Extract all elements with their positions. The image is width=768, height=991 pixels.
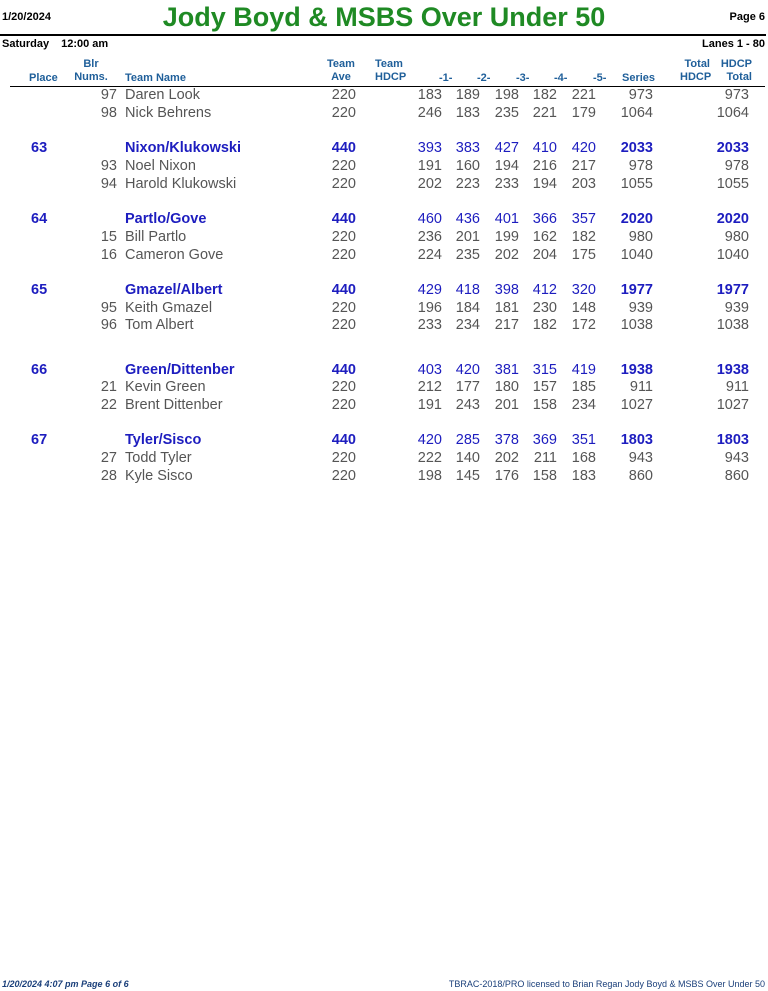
game-2-score: 436 (455, 211, 480, 227)
game-1-score: 191 (417, 397, 442, 413)
col-team-ave-line1: Team (327, 58, 355, 70)
hdcp-total: 1938 (716, 362, 749, 378)
series-total: 1038 (620, 317, 653, 333)
hdcp-total: 1064 (716, 105, 749, 121)
game-2-score: 243 (455, 397, 480, 413)
game-3-score: 427 (494, 140, 519, 156)
game-3-score: 202 (494, 450, 519, 466)
bowler-average: 220 (331, 247, 356, 263)
bowler-average: 220 (331, 229, 356, 245)
col-team-ave (324, 58, 358, 84)
bowler-number: 27 (100, 450, 117, 466)
session-info (2, 38, 108, 50)
game-2-score: 160 (455, 158, 480, 174)
game-5-score: 185 (571, 379, 596, 395)
game-2-score: 383 (455, 140, 480, 156)
bowler-name: Nick Behrens (125, 105, 212, 121)
bowler-row (0, 176, 768, 194)
bowler-number: 94 (100, 176, 117, 192)
game-5-score: 203 (571, 176, 596, 192)
game-2-score: 418 (455, 282, 480, 298)
bowler-name: Brent Dittenber (125, 397, 223, 413)
game-4-score: 157 (532, 379, 557, 395)
bowler-name: Tom Albert (125, 317, 194, 333)
game-4-score: 412 (532, 282, 557, 298)
col-blr-line2: Nums. (74, 71, 108, 83)
game-1-score: 196 (417, 300, 442, 316)
game-1-score: 183 (417, 87, 442, 103)
col-total-hdcp-line2: HDCP (680, 71, 712, 83)
col-hdcp-total (720, 58, 752, 84)
report-title: Jody Boyd & MSBS Over Under 50 (162, 2, 606, 32)
game-4-score: 410 (532, 140, 557, 156)
game-3-score: 176 (494, 468, 519, 484)
game-4-score: 211 (533, 450, 557, 466)
bowler-number: 95 (100, 300, 117, 316)
bowler-number: 16 (100, 247, 117, 263)
series-total: 978 (628, 158, 653, 174)
col-team-name: Team Name (125, 72, 186, 84)
game-4-score: 182 (532, 87, 557, 103)
game-3-score: 401 (494, 211, 519, 227)
col-blr-line1: Blr (83, 58, 99, 70)
hdcp-total: 980 (724, 229, 749, 245)
bowler-average: 220 (331, 300, 356, 316)
team-place: 67 (31, 432, 48, 448)
col-total-hdcp-line1: Total (684, 58, 710, 70)
bowler-row (0, 105, 768, 123)
hdcp-total: 978 (724, 158, 749, 174)
game-2-score: 183 (455, 105, 480, 121)
game-3-score: 201 (494, 397, 519, 413)
game-2-score: 189 (455, 87, 480, 103)
game-5-score: 172 (571, 317, 596, 333)
bowler-number: 97 (100, 87, 117, 103)
game-4-score: 162 (532, 229, 557, 245)
header-divider (0, 34, 766, 36)
game-1-score: 222 (417, 450, 442, 466)
hdcp-total: 1977 (716, 282, 749, 298)
hdcp-total: 2033 (716, 140, 749, 156)
hdcp-total: 2020 (716, 211, 749, 227)
team-row (0, 211, 768, 229)
bowler-name: Cameron Gove (125, 247, 224, 263)
bowler-average: 220 (331, 176, 356, 192)
game-5-score: 179 (571, 105, 596, 121)
game-4-score: 194 (532, 176, 557, 192)
col-total-hdcp (680, 58, 710, 84)
col-place: Place (29, 72, 58, 84)
bowler-row (0, 317, 768, 335)
series-total: 2020 (620, 211, 653, 227)
session-time: 12:00 am (61, 38, 109, 50)
team-row (0, 432, 768, 450)
col-hdcp-total-line2: Total (726, 71, 752, 83)
series-total: 2033 (620, 140, 653, 156)
game-4-score: 230 (532, 300, 557, 316)
bowler-average: 220 (331, 397, 356, 413)
team-average: 440 (331, 362, 356, 378)
game-2-score: 234 (455, 317, 480, 333)
team-row (0, 282, 768, 300)
game-4-score: 204 (532, 247, 557, 263)
game-3-score: 180 (494, 379, 519, 395)
col-team-ave-line2: Ave (331, 71, 351, 83)
game-3-score: 181 (494, 300, 519, 316)
hdcp-total: 943 (724, 450, 749, 466)
col-team-hdcp-line1: Team (375, 58, 403, 70)
team-place: 65 (31, 282, 48, 298)
col-game-1: -1- (439, 72, 453, 84)
game-1-score: 393 (417, 140, 442, 156)
team-average: 440 (331, 282, 356, 298)
col-game-5: -5- (593, 72, 607, 84)
bowler-row (0, 379, 768, 397)
team-name: Partlo/Gove (125, 211, 207, 227)
game-5-score: 217 (571, 158, 596, 174)
game-4-score: 221 (532, 105, 557, 121)
bowler-row (0, 229, 768, 247)
game-5-score: 221 (571, 87, 596, 103)
game-4-score: 158 (532, 468, 557, 484)
game-4-score: 216 (532, 158, 557, 174)
game-2-score: 285 (455, 432, 480, 448)
hdcp-total: 973 (724, 87, 749, 103)
team-place: 66 (31, 362, 48, 378)
hdcp-total: 1055 (716, 176, 749, 192)
game-1-score: 246 (417, 105, 442, 121)
hdcp-total: 1038 (716, 317, 749, 333)
team-average: 440 (331, 211, 356, 227)
bowler-average: 220 (331, 468, 356, 484)
game-5-score: 182 (571, 229, 596, 245)
series-total: 1803 (620, 432, 653, 448)
game-3-score: 194 (494, 158, 519, 174)
game-3-score: 198 (494, 87, 519, 103)
game-1-score: 202 (417, 176, 442, 192)
bowler-average: 220 (331, 158, 356, 174)
team-place: 64 (31, 211, 48, 227)
team-name: Nixon/Klukowski (125, 140, 242, 156)
series-total: 1027 (620, 397, 653, 413)
game-5-score: 148 (571, 300, 596, 316)
game-4-score: 182 (532, 317, 557, 333)
team-average: 440 (331, 432, 356, 448)
game-3-score: 202 (494, 247, 519, 263)
bowler-row (0, 158, 768, 176)
game-1-score: 212 (417, 379, 442, 395)
series-total: 911 (629, 379, 653, 395)
bowler-row (0, 450, 768, 468)
game-1-score: 403 (417, 362, 442, 378)
bowler-number: 22 (100, 397, 117, 413)
team-place: 63 (31, 140, 48, 156)
game-3-score: 398 (494, 282, 519, 298)
game-3-score: 381 (494, 362, 519, 378)
footer-license: TBRAC-2018/PRO licensed to Brian Regan Jody Boyd & MSBS Over Under 50 (448, 979, 765, 989)
series-total: 1055 (620, 176, 653, 192)
team-row (0, 140, 768, 158)
col-game-4: -4- (554, 72, 568, 84)
hdcp-total: 1803 (716, 432, 749, 448)
col-series: Series (622, 72, 656, 84)
bowler-row (0, 87, 768, 105)
hdcp-total: 1040 (716, 247, 749, 263)
hdcp-total: 939 (724, 300, 749, 316)
series-total: 973 (628, 87, 653, 103)
bowler-name: Bill Partlo (125, 229, 187, 245)
game-5-score: 419 (571, 362, 596, 378)
page-number: Page 6 (729, 11, 765, 23)
bowler-average: 220 (331, 317, 356, 333)
bowler-number: 93 (100, 158, 117, 174)
bowler-average: 220 (331, 379, 356, 395)
bowler-name: Noel Nixon (125, 158, 196, 174)
series-total: 1040 (620, 247, 653, 263)
col-game-2: -2- (477, 72, 491, 84)
lanes-info: Lanes 1 - 80 (702, 38, 765, 50)
bowler-name: Kyle Sisco (125, 468, 193, 484)
col-team-hdcp (375, 58, 406, 84)
series-total: 1938 (620, 362, 653, 378)
game-2-score: 235 (455, 247, 480, 263)
bowler-name: Keith Gmazel (125, 300, 213, 316)
game-4-score: 369 (532, 432, 557, 448)
game-1-score: 420 (417, 432, 442, 448)
game-4-score: 158 (532, 397, 557, 413)
col-team-hdcp-line2: HDCP (375, 71, 407, 83)
series-total: 943 (628, 450, 653, 466)
game-3-score: 217 (494, 317, 519, 333)
game-1-score: 429 (417, 282, 442, 298)
game-2-score: 201 (455, 229, 480, 245)
col-hdcp-total-line1: HDCP (720, 58, 752, 70)
series-total: 1064 (620, 105, 653, 121)
game-1-score: 224 (417, 247, 442, 263)
report-date: 1/20/2024 (2, 11, 51, 23)
game-3-score: 378 (494, 432, 519, 448)
game-5-score: 168 (571, 450, 596, 466)
bowler-average: 220 (331, 450, 356, 466)
game-2-score: 145 (455, 468, 480, 484)
bowler-number: 15 (100, 229, 117, 245)
game-5-score: 420 (571, 140, 596, 156)
team-name: Tyler/Sisco (125, 432, 202, 448)
bowler-average: 220 (331, 87, 356, 103)
bowler-row (0, 468, 768, 486)
bowler-row (0, 397, 768, 415)
session-day: Saturday (2, 38, 50, 50)
bowler-number: 28 (100, 468, 117, 484)
bowler-number: 21 (100, 379, 117, 395)
game-3-score: 235 (494, 105, 519, 121)
game-5-score: 183 (571, 468, 596, 484)
game-1-score: 198 (417, 468, 442, 484)
game-3-score: 233 (494, 176, 519, 192)
hdcp-total: 860 (724, 468, 749, 484)
game-2-score: 140 (455, 450, 480, 466)
bowler-name: Daren Look (125, 87, 200, 103)
team-name: Gmazel/Albert (125, 282, 223, 298)
game-1-score: 191 (417, 158, 442, 174)
bowler-number: 98 (100, 105, 117, 121)
bowler-name: Todd Tyler (125, 450, 192, 466)
col-blr-nums (74, 58, 108, 84)
game-2-score: 177 (455, 379, 480, 395)
game-2-score: 420 (455, 362, 480, 378)
game-5-score: 234 (571, 397, 596, 413)
series-total: 1977 (620, 282, 653, 298)
game-4-score: 366 (532, 211, 557, 227)
team-average: 440 (331, 140, 356, 156)
game-5-score: 351 (571, 432, 596, 448)
col-game-3: -3- (516, 72, 530, 84)
hdcp-total: 1027 (716, 397, 749, 413)
bowler-number: 96 (100, 317, 117, 333)
bowler-row (0, 247, 768, 265)
game-2-score: 184 (455, 300, 480, 316)
game-5-score: 320 (571, 282, 596, 298)
game-4-score: 315 (532, 362, 557, 378)
bowler-average: 220 (331, 105, 356, 121)
bowler-name: Harold Klukowski (125, 176, 237, 192)
game-1-score: 460 (417, 211, 442, 227)
bowler-row (0, 300, 768, 318)
game-2-score: 223 (455, 176, 480, 192)
game-5-score: 357 (571, 211, 596, 227)
game-5-score: 175 (571, 247, 596, 263)
bowler-name: Kevin Green (125, 379, 206, 395)
footer-print-info: 1/20/2024 4:07 pm Page 6 of 6 (2, 979, 129, 989)
series-total: 980 (628, 229, 653, 245)
game-1-score: 233 (417, 317, 442, 333)
series-total: 939 (628, 300, 653, 316)
game-3-score: 199 (494, 229, 519, 245)
hdcp-total: 911 (725, 379, 749, 395)
series-total: 860 (628, 468, 653, 484)
team-name: Green/Dittenber (125, 362, 235, 378)
team-row (0, 362, 768, 380)
game-1-score: 236 (417, 229, 442, 245)
